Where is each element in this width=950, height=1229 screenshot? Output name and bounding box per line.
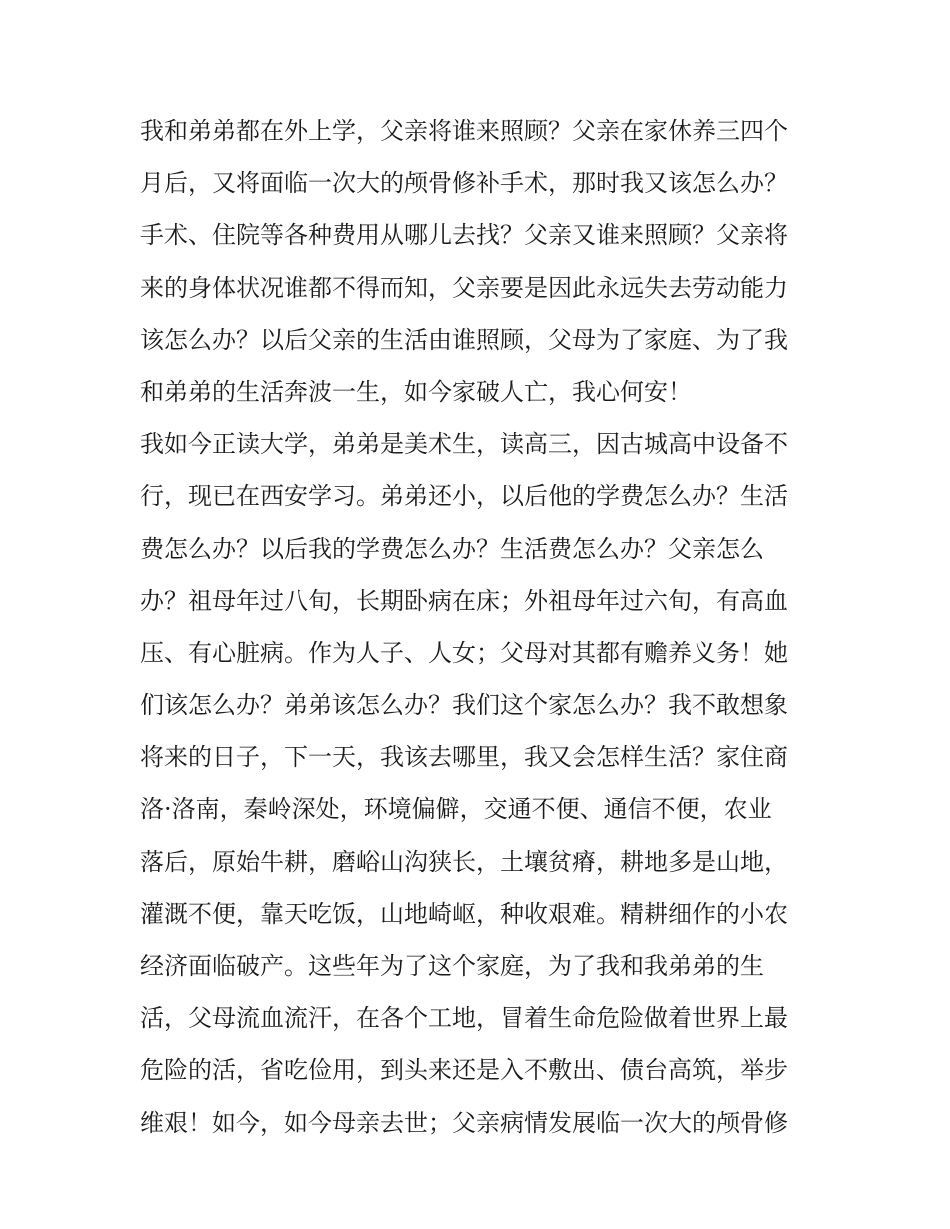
text-line: 我和弟弟都在外上学，父亲将谁来照顾？父亲在家休养三四个 <box>140 117 788 145</box>
text-line: 来的身体状况谁都不得而知，父亲要是因此永远失去劳动能力 <box>140 273 788 302</box>
text-line: 和弟弟的生活奔波一生，如今家破人亡，我心何安！ <box>140 377 692 406</box>
text-line: 经济面临破产。这些年为了这个家庭，为了我和我弟弟的生 <box>140 952 764 980</box>
text-line: 活，父母流血流汗，在各个工地，冒着生命危险做着世界上最 <box>140 1004 788 1033</box>
text-line: 办？祖母年过八旬，长期卧病在床；外祖母年过六旬，有高血 <box>140 586 788 615</box>
body-text <box>140 105 820 1149</box>
text-line: 费怎么办？以后我的学费怎么办？生活费怎么办？父亲怎么 <box>140 534 764 563</box>
text-line: 手术、住院等各种费用从哪儿去找？父亲又谁来照顾？父亲将 <box>140 221 788 250</box>
text-line: 落后，原始牛耕，磨峪山沟狭长，土壤贫瘠，耕地多是山地， <box>140 847 788 876</box>
text-line: 洛·洛南，秦岭深处，环境偏僻，交通不便、通信不便，农业 <box>140 795 772 824</box>
text-line: 压、有心脏病。作为人子、人女；父母对其都有赡养义务！她 <box>140 638 788 667</box>
text-line: 将来的日子，下一天，我该去哪里，我又会怎样生活？家住商 <box>140 743 788 772</box>
text-line: 们该怎么办？弟弟该怎么办？我们这个家怎么办？我不敢想象 <box>140 691 788 720</box>
text-line: 维艰！如今，如今母亲去世；父亲病情发展临一次大的颅骨修 <box>140 1108 788 1137</box>
text-line: 灌溉不便，靠天吃饭，山地崎岖，种收艰难。精耕细作的小农 <box>140 899 788 928</box>
text-line: 危险的活，省吃俭用，到头来还是入不敷出、债台高筑，举步 <box>140 1056 788 1085</box>
text-line: 该怎么办？以后父亲的生活由谁照顾，父母为了家庭、为了我 <box>140 325 788 354</box>
text-line: 月后，又将面临一次大的颅骨修补手术，那时我又该怎么办？ <box>140 169 788 198</box>
text-line: 我如今正读大学，弟弟是美术生，读高三，因古城高中设备不 <box>140 430 788 459</box>
text-line: 行，现已在西安学习。弟弟还小，以后他的学费怎么办？生活 <box>140 482 788 511</box>
